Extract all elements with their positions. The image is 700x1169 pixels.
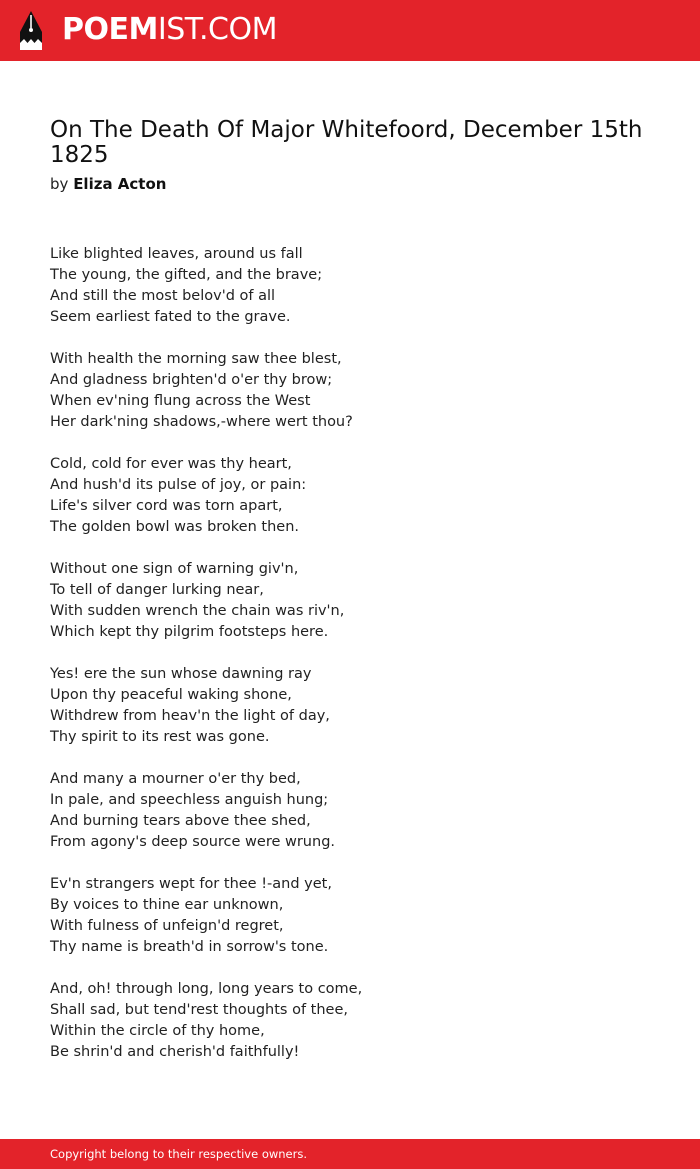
poem-line: When ev'ning flung across the West [50, 393, 311, 409]
poem-line: Seem earliest fated to the grave. [50, 309, 291, 325]
byline [50, 174, 166, 194]
stanza [50, 559, 650, 643]
stanza [50, 349, 650, 433]
poem-line: And hush'd its pulse of joy, or pain: [50, 477, 307, 493]
poem-line: With fulness of unfeign'd regret, [50, 918, 284, 934]
poem-line: By voices to thine ear unknown, [50, 897, 284, 913]
stanza [50, 874, 650, 958]
site-logo-text[interactable] [62, 11, 277, 49]
poem-title: On The Death Of Major Whitefoord, December 15th 1825 [50, 117, 643, 168]
brand-light-text: IST.COM [157, 12, 277, 47]
stanza [50, 664, 650, 748]
poem-line: Her dark'ning shadows,-where wert thou? [50, 414, 353, 430]
poem-line: Withdrew from heav'n the light of day, [50, 708, 330, 724]
poem-line: In pale, and speechless anguish hung; [50, 792, 329, 808]
poem-line: Cold, cold for ever was thy heart, [50, 456, 292, 472]
poem-body [50, 244, 650, 1084]
by-label: by [50, 175, 69, 193]
poem-line: To tell of danger lurking near, [50, 582, 264, 598]
poem-line: With health the morning saw thee blest, [50, 351, 342, 367]
author-name: Eliza Acton [73, 175, 167, 193]
poem-line: Yes! ere the sun whose dawning ray [50, 666, 312, 682]
poem-line: And still the most belov'd of all [50, 288, 276, 304]
poem-line: Within the circle of thy home, [50, 1023, 265, 1039]
poem-line: Life's silver cord was torn apart, [50, 498, 283, 514]
pen-nib-icon[interactable] [17, 10, 45, 52]
poem-line: Be shrin'd and cherish'd faithfully! [50, 1044, 300, 1060]
stanza [50, 979, 650, 1063]
poem-line: Shall sad, but tend'rest thoughts of thee, [50, 1002, 348, 1018]
poem-line: Upon thy peaceful waking shone, [50, 687, 292, 703]
copyright-notice: Copyright belong to their respective owners. [50, 1147, 308, 1161]
poem-line: And gladness brighten'd o'er thy brow; [50, 372, 333, 388]
site-header [0, 0, 700, 61]
poem-line: The golden bowl was broken then. [50, 519, 299, 535]
poem-line: And, oh! through long, long years to come, [50, 981, 363, 997]
poem-line: And burning tears above thee shed, [50, 813, 311, 829]
poem-line: Ev'n strangers wept for thee !-and yet, [50, 876, 332, 892]
stanza [50, 454, 650, 538]
poem-line: Like blighted leaves, around us fall [50, 246, 303, 262]
poem-line: And many a mourner o'er thy bed, [50, 771, 301, 787]
stanza [50, 244, 650, 328]
site-footer [0, 1139, 700, 1169]
poem-line: The young, the gifted, and the brave; [50, 267, 323, 283]
poem-line: Which kept thy pilgrim footsteps here. [50, 624, 329, 640]
brand-strong-text: POEM [62, 12, 158, 47]
poem-line: With sudden wrench the chain was riv'n, [50, 603, 345, 619]
poem-line: Thy name is breath'd in sorrow's tone. [50, 939, 329, 955]
stanza [50, 769, 650, 853]
poem-line: From agony's deep source were wrung. [50, 834, 336, 850]
poem-line: Without one sign of warning giv'n, [50, 561, 299, 577]
poem-line: Thy spirit to its rest was gone. [50, 729, 270, 745]
